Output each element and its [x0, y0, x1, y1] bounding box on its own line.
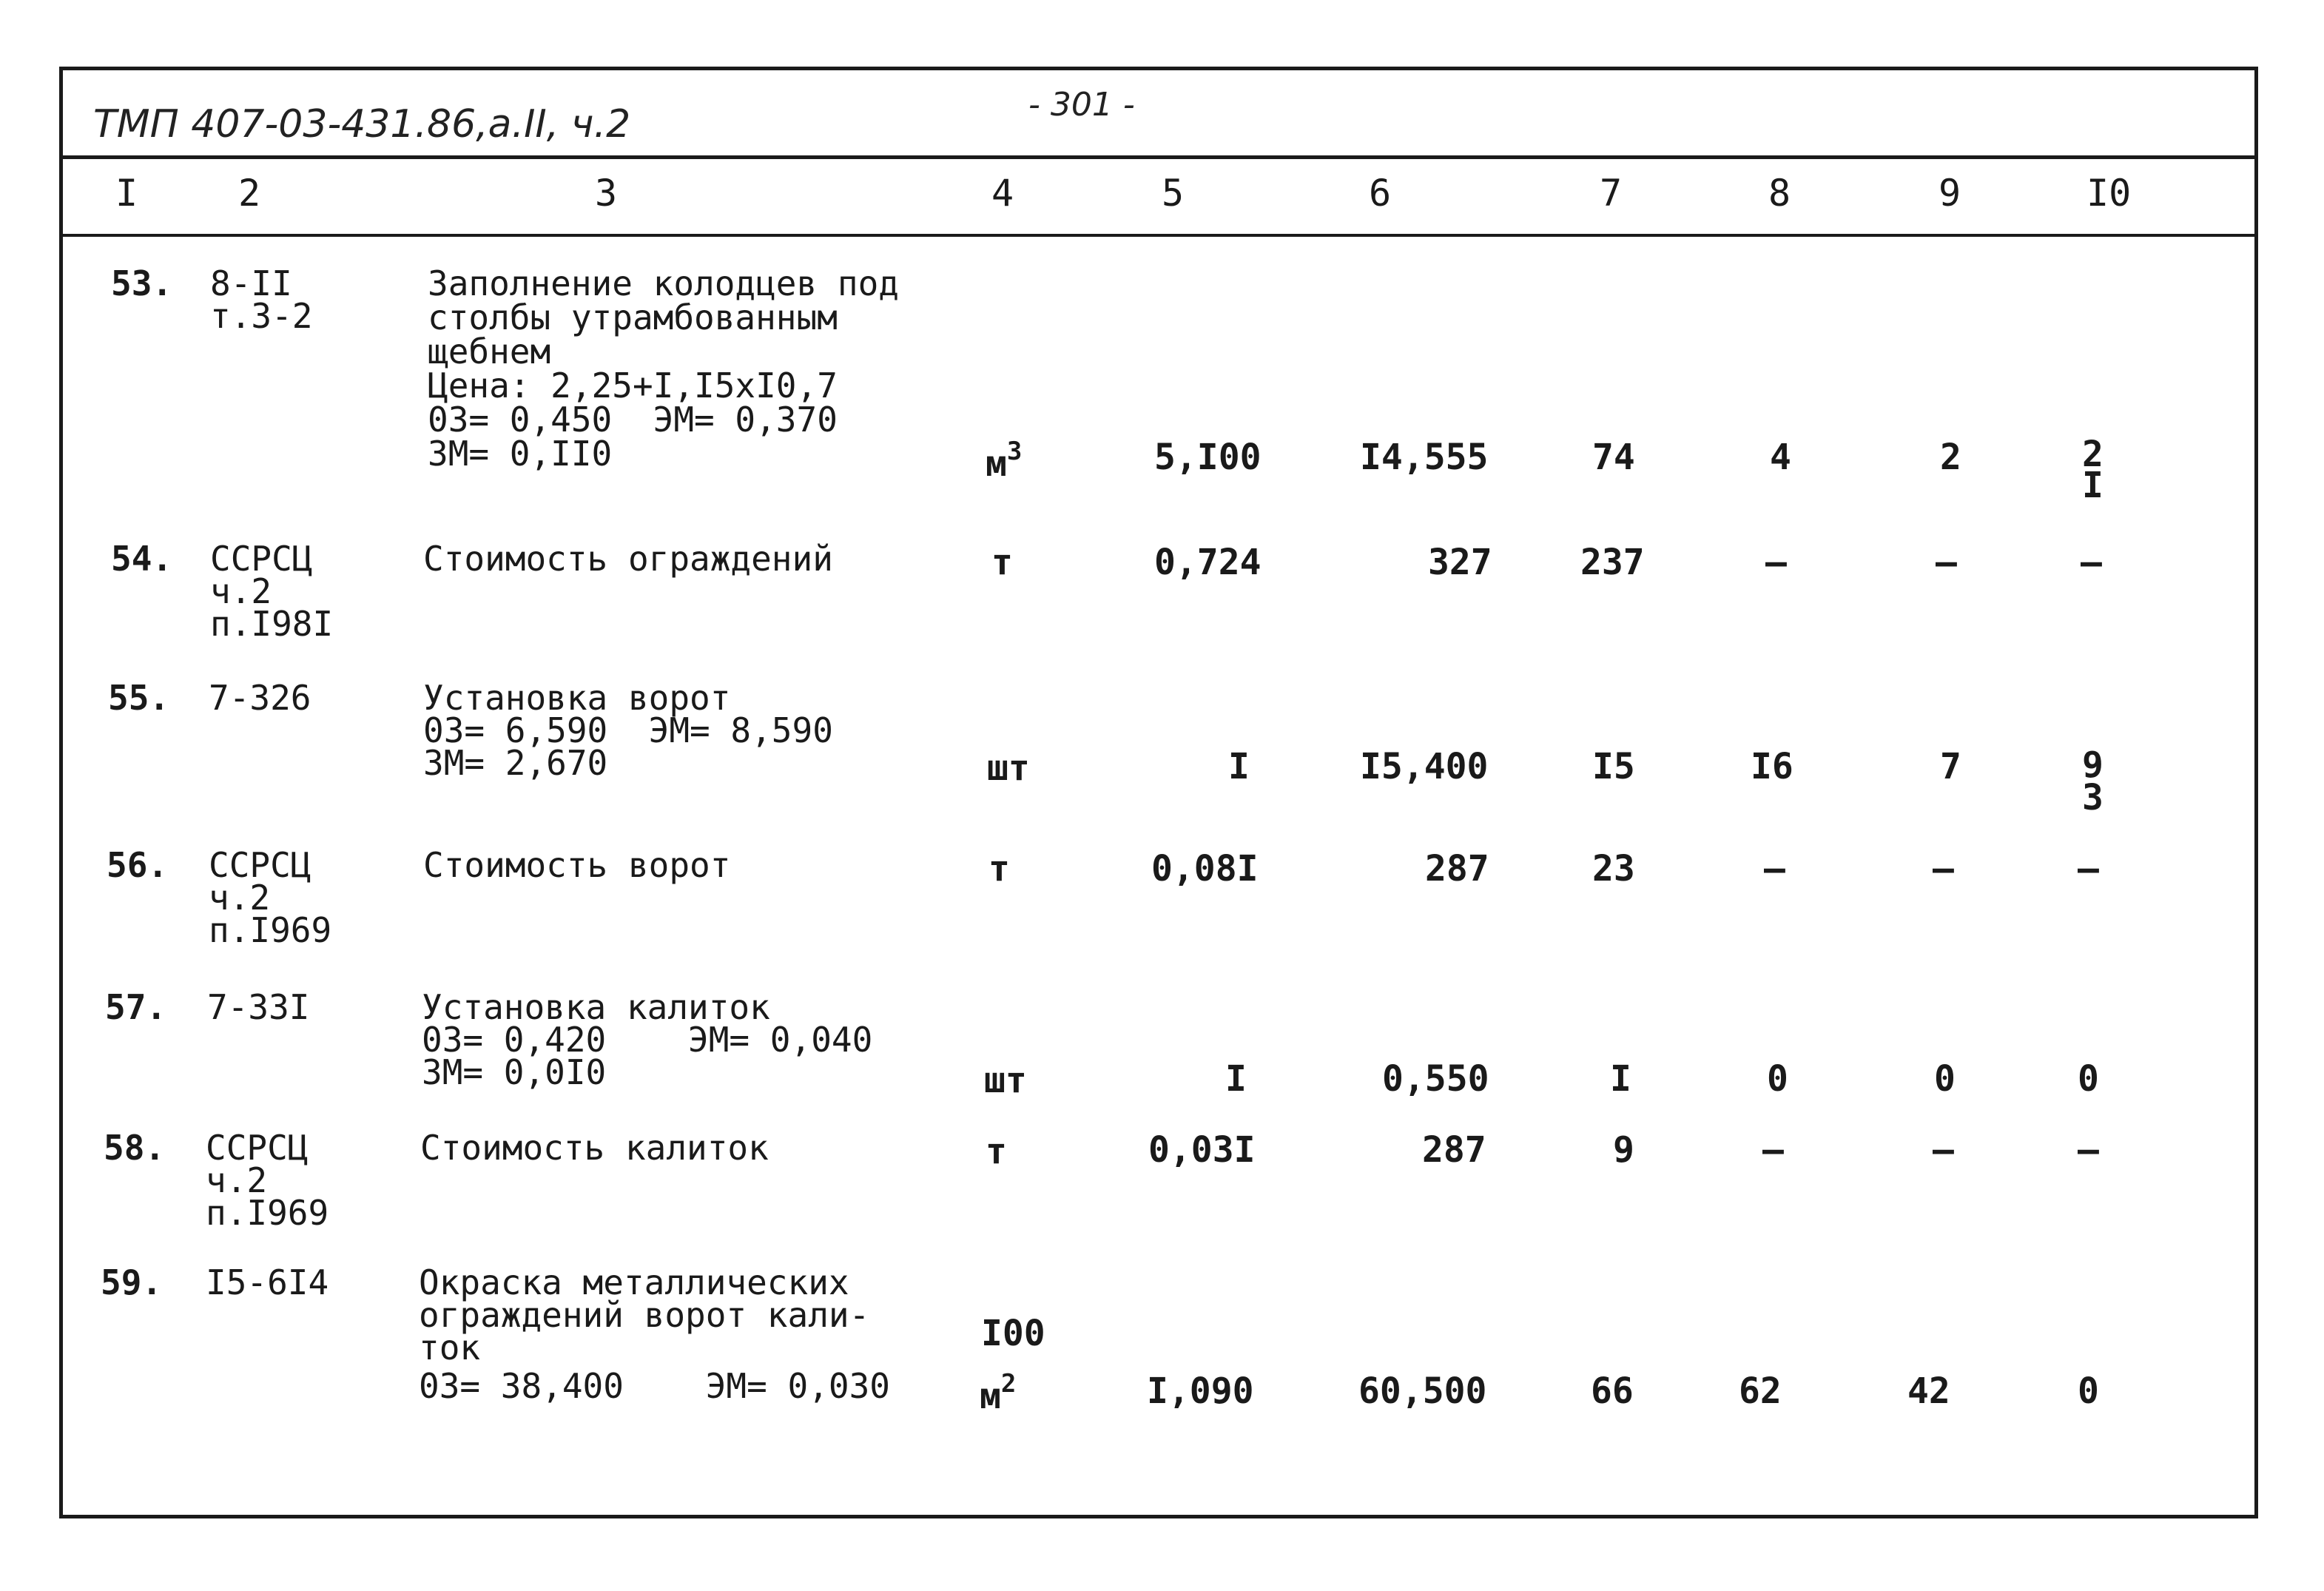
row-price: I5,400: [1360, 746, 1489, 787]
row-description-line: Стоимость ограждений: [423, 539, 833, 579]
row-quantity: 0,724: [1154, 542, 1262, 583]
document-code: ТМП 407-03-431.86,а.II, ч.2: [93, 102, 631, 147]
row-col8: 4: [1770, 437, 1791, 478]
row-col8: –: [1765, 542, 1787, 583]
row-col10: 3: [2082, 777, 2104, 818]
row-unit: т: [986, 1131, 1007, 1172]
row-description-line: Стоимость калиток: [420, 1128, 769, 1168]
row-code-line: ССРСЦ: [206, 1128, 309, 1168]
row-col7: I5: [1592, 746, 1635, 787]
page-number: - 301 -: [1028, 86, 1135, 124]
column-header-2: 2: [238, 172, 261, 215]
row-col9: 7: [1940, 746, 1961, 787]
row-col10: 0: [2078, 1370, 2099, 1412]
column-header-rule: [59, 234, 2258, 237]
row-description-line: 03= 0,450 ЭМ= 0,370: [428, 400, 838, 440]
row-code-line: п.I969: [209, 910, 332, 950]
row-price: 0,550: [1382, 1058, 1489, 1100]
row-description-line: ЗМ= 2,670: [423, 743, 608, 783]
column-header-6: 6: [1369, 172, 1392, 215]
document-frame: [59, 67, 2258, 1518]
row-code-line: I5-6I4: [206, 1262, 329, 1302]
row-col10: –: [2078, 848, 2099, 889]
row-code-line: ч.2: [206, 1160, 268, 1200]
row-col7: 23: [1592, 848, 1635, 889]
row-description-line: ЗМ= 0,II0: [428, 434, 613, 474]
row-col8: I6: [1751, 746, 1793, 787]
row-description-line: ЗМ= 0,0I0: [422, 1052, 607, 1092]
row-quantity: I: [1225, 1058, 1247, 1100]
row-code-line: ССРСЦ: [210, 539, 313, 579]
row-col10: 0: [2078, 1058, 2099, 1100]
row-number: 59.: [101, 1262, 163, 1302]
row-code-line: ч.2: [210, 571, 272, 611]
row-col10: I: [2082, 465, 2104, 506]
row-description-line: Стоимость ворот: [423, 845, 731, 885]
row-col8: 62: [1739, 1370, 1782, 1412]
row-unit-top: I00: [981, 1313, 1045, 1354]
row-col10: –: [2081, 542, 2102, 583]
row-number: 54.: [111, 539, 173, 579]
row-col7: 66: [1591, 1370, 1634, 1412]
column-header-5: 5: [1162, 172, 1185, 215]
row-unit: $м^2$: [980, 1369, 1017, 1417]
row-col10: –: [2078, 1129, 2099, 1171]
column-header-10: I0: [2086, 172, 2132, 215]
row-unit: т: [991, 542, 1013, 583]
row-unit: т: [988, 848, 1010, 889]
row-quantity: I,090: [1147, 1370, 1254, 1412]
row-col9: 0: [1934, 1058, 1956, 1100]
row-col7: 237: [1580, 542, 1645, 583]
row-col9: 2: [1940, 437, 1961, 478]
row-code-line: 7-326: [209, 678, 311, 718]
row-unit: шт: [987, 747, 1030, 789]
row-col10: 2: [2082, 434, 2104, 475]
column-header-1: I: [115, 172, 138, 215]
column-header-4: 4: [991, 172, 1014, 215]
row-code-line: 7-33I: [207, 987, 310, 1027]
row-description-line: 03= 38,400 ЭМ= 0,030: [419, 1366, 890, 1406]
row-number: 57.: [105, 987, 167, 1027]
row-col9: –: [1936, 542, 1957, 583]
row-price: 287: [1425, 848, 1489, 889]
row-price: 287: [1422, 1129, 1486, 1171]
row-unit: шт: [984, 1060, 1027, 1101]
column-header-7: 7: [1600, 172, 1623, 215]
row-code-line: ССРСЦ: [209, 845, 311, 885]
row-col9: –: [1933, 848, 1954, 889]
row-col7: 74: [1592, 437, 1635, 478]
row-description-line: 03= 0,420 ЭМ= 0,040: [422, 1020, 873, 1060]
row-col7: 9: [1613, 1129, 1634, 1171]
row-code-line: 8-II: [210, 263, 292, 303]
row-quantity: I: [1228, 746, 1250, 787]
row-description-line: Установка калиток: [422, 987, 770, 1027]
row-col7: I: [1610, 1058, 1631, 1100]
row-description-line: Установка ворот: [423, 678, 731, 718]
row-description-line: 03= 6,590 ЭМ= 8,590: [423, 710, 833, 750]
row-code-line: п.I969: [206, 1193, 329, 1233]
row-number: 55.: [108, 678, 170, 718]
row-description-line: Заполнение колодцев под: [428, 263, 899, 303]
row-description-line: ограждений ворот кали-: [419, 1295, 870, 1335]
row-col8: 0: [1767, 1058, 1788, 1100]
row-code-line: т.3-2: [210, 296, 313, 336]
row-col9: –: [1933, 1129, 1954, 1171]
row-description-line: Окраска металлических: [419, 1262, 849, 1302]
column-header-8: 8: [1768, 172, 1791, 215]
row-number: 58.: [104, 1128, 166, 1168]
row-description-line: Цена: 2,25+I,I5xI0,7: [428, 366, 838, 406]
row-code-line: ч.2: [209, 878, 271, 918]
header-rule: [59, 155, 2258, 159]
row-description-line: столбы утрамбованным: [428, 297, 838, 337]
column-header-3: 3: [595, 172, 618, 215]
row-col9: 42: [1907, 1370, 1950, 1412]
row-col10: 9: [2082, 744, 2104, 786]
row-description-line: щебнем: [428, 332, 551, 371]
row-description-line: ток: [419, 1328, 481, 1368]
row-unit: $м^3$: [986, 437, 1023, 485]
row-col8: –: [1762, 1129, 1784, 1171]
row-price: I4,555: [1360, 437, 1489, 478]
row-price: 327: [1428, 542, 1492, 583]
row-col8: –: [1764, 848, 1785, 889]
row-quantity: 0,08I: [1151, 848, 1259, 889]
row-quantity: 5,I00: [1154, 437, 1262, 478]
row-number: 53.: [111, 263, 173, 303]
column-header-9: 9: [1939, 172, 1961, 215]
row-code-line: п.I98I: [210, 604, 334, 644]
row-quantity: 0,03I: [1148, 1129, 1256, 1171]
row-number: 56.: [107, 845, 169, 885]
row-price: 60,500: [1358, 1370, 1487, 1412]
